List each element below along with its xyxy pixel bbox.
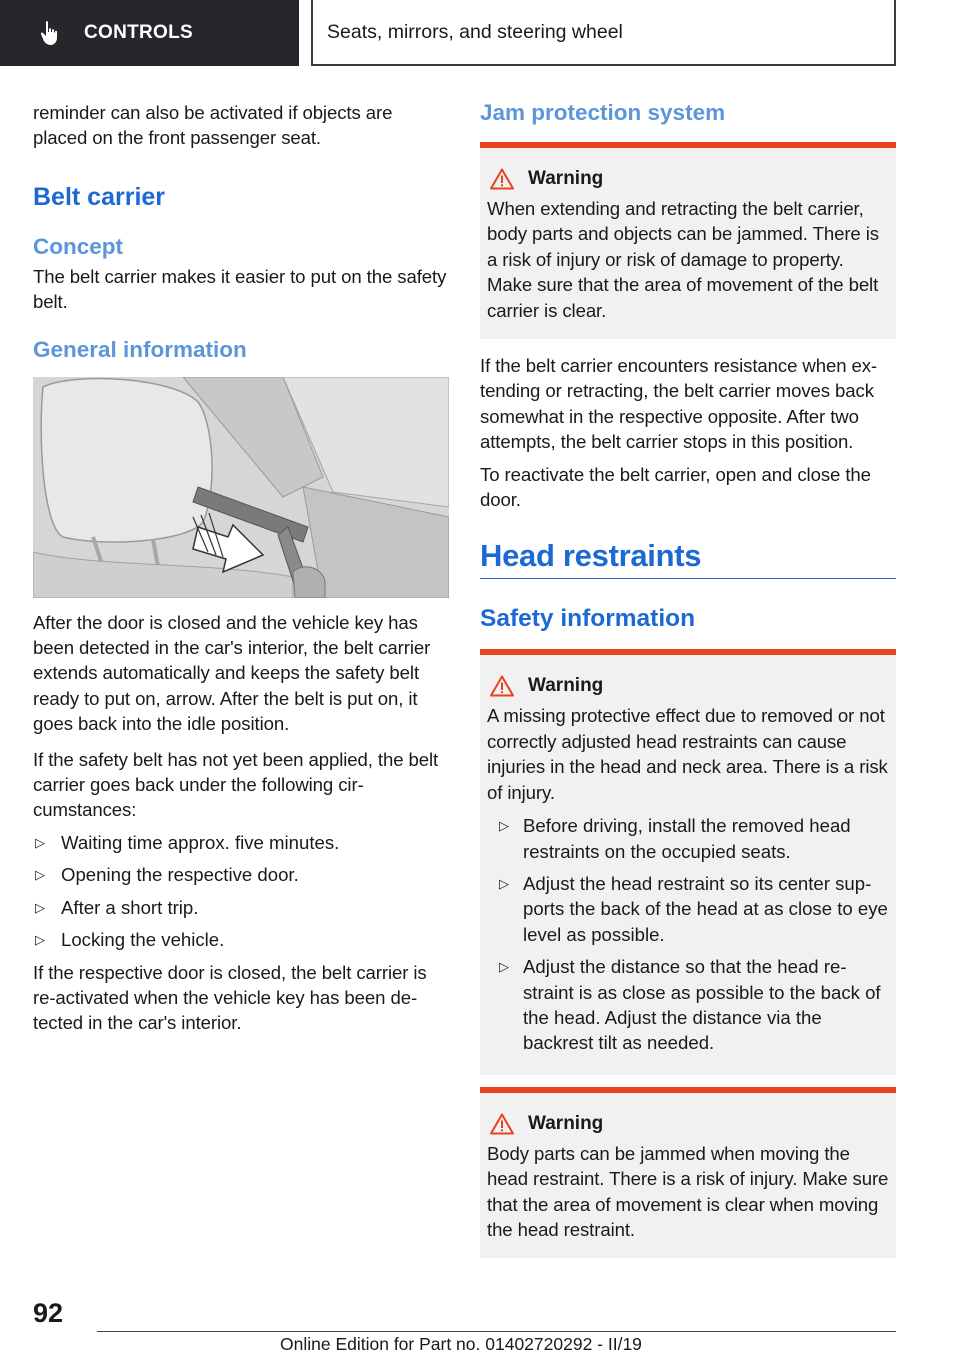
warning-triangle-icon (490, 675, 514, 697)
warning-header (487, 675, 890, 697)
belt-carrier-conditions-list (33, 830, 449, 953)
warning-text: When extending and retracting the belt carrier, body parts and objects can be jammed. There is a risk of injury or risk of damage to property. Make sure that the area of movement of the belt carrier is clear. (487, 198, 879, 321)
footer-edition: Online Edition for Part no. 01402720292 - II/19 (280, 1334, 642, 1354)
head-restraint-instructions-list (487, 813, 890, 1056)
belt-carrier-paragraph-1: After the door is closed and the vehicle key has been detected in the car's interior, the belt carrier extends automatically and keeps the safety belt ready to put on, arrow. After the belt is put on, it goes back into the idle position. (33, 611, 431, 735)
jam-protection-heading: Jam protection system (480, 100, 726, 125)
jam-paragraph-2: To reactivate the belt carrier, open and close the door. (480, 463, 871, 511)
warning-label: Warning (528, 168, 604, 189)
list-item: ▷ Locking the vehicle. (33, 927, 449, 952)
chapter-title (311, 0, 896, 66)
warning-box-jamming (480, 1087, 896, 1259)
list-item: ▷ After a short trip. (33, 895, 449, 920)
warning-box-head-restraints (480, 649, 896, 1074)
triangle-bullet-icon: ▷ (35, 899, 45, 915)
warning-header (487, 1113, 890, 1135)
list-item: ▷ Adjust the distance so that the head re-straint is as close as possible to the back of the head. Adjust the distance via the backrest tilt as needed. (499, 956, 881, 1054)
warning-triangle-icon (490, 168, 514, 190)
concept-paragraph: The belt carrier makes it easier to put on the safety belt. (33, 265, 447, 313)
warning-triangle-icon (490, 1113, 514, 1135)
warning-box-jam (480, 142, 896, 339)
page-number: 92 (33, 1298, 64, 1328)
intro-paragraph: reminder can also be activated if objects are placed on the front passenger seat. (33, 102, 393, 149)
warning-label: Warning (528, 1112, 604, 1134)
section-label: CONTROLS (84, 22, 194, 43)
head-restraints-heading-wrap (480, 538, 896, 579)
footer-rule (97, 1331, 896, 1332)
safety-information-heading: Safety information (480, 605, 696, 633)
warning-text: Body parts can be jammed when moving the head restraint. There is a risk of injury. Make sure that the area of movement is clear when moving the head restraint. (487, 1142, 889, 1240)
warning-text: A missing protective effect due to removed or not correctly adjusted head restraints can cause injuries in the head and neck area. There is a risk of injury. (487, 705, 888, 803)
list-item: ▷ Before driving, install the removed head restraints on the occupied seats. (499, 815, 851, 862)
section-tab[interactable] (0, 0, 299, 66)
list-item: ▷ Opening the respective door. (33, 862, 449, 887)
triangle-bullet-icon: ▷ (499, 818, 509, 834)
left-column (33, 100, 449, 1043)
triangle-bullet-icon: ▷ (35, 834, 45, 850)
belt-carrier-paragraph-3: If the respective door is closed, the belt carrier is re-activated when the vehicle key has been de-tected in the car's interior. (33, 961, 427, 1034)
triangle-bullet-icon: ▷ (35, 867, 45, 883)
chapter-title-text: Seats, mirrors, and steering wheel (327, 20, 623, 43)
list-item: ▷ Waiting time approx. five minutes. (33, 830, 449, 855)
jam-paragraph-1: If the belt carrier encounters resistance when ex-tending or retracting, the belt carrier moves back somewhat in the respective opposite. After two attempts, the belt carrier stops in this position. (480, 355, 878, 453)
list-item: ▷ Adjust the head restraint so its center sup-ports the back of the head at as close to eye level as possible. (499, 872, 888, 945)
warning-header (487, 168, 890, 190)
belt-carrier-illustration (33, 377, 449, 598)
triangle-bullet-icon: ▷ (499, 959, 509, 975)
belt-carrier-paragraph-2: If the safety belt has not yet been applied, the belt carrier goes back under the following cir-cumstances: (33, 748, 439, 821)
warning-label: Warning (528, 675, 604, 697)
triangle-bullet-icon: ▷ (499, 875, 509, 891)
hand-pointer-icon (38, 20, 64, 46)
belt-carrier-heading: Belt carrier (33, 182, 166, 211)
head-restraints-heading: Head restraints (480, 538, 702, 574)
general-information-heading: General information (33, 336, 247, 362)
concept-heading: Concept (33, 233, 123, 259)
triangle-bullet-icon: ▷ (35, 932, 45, 948)
right-column (480, 100, 896, 1258)
